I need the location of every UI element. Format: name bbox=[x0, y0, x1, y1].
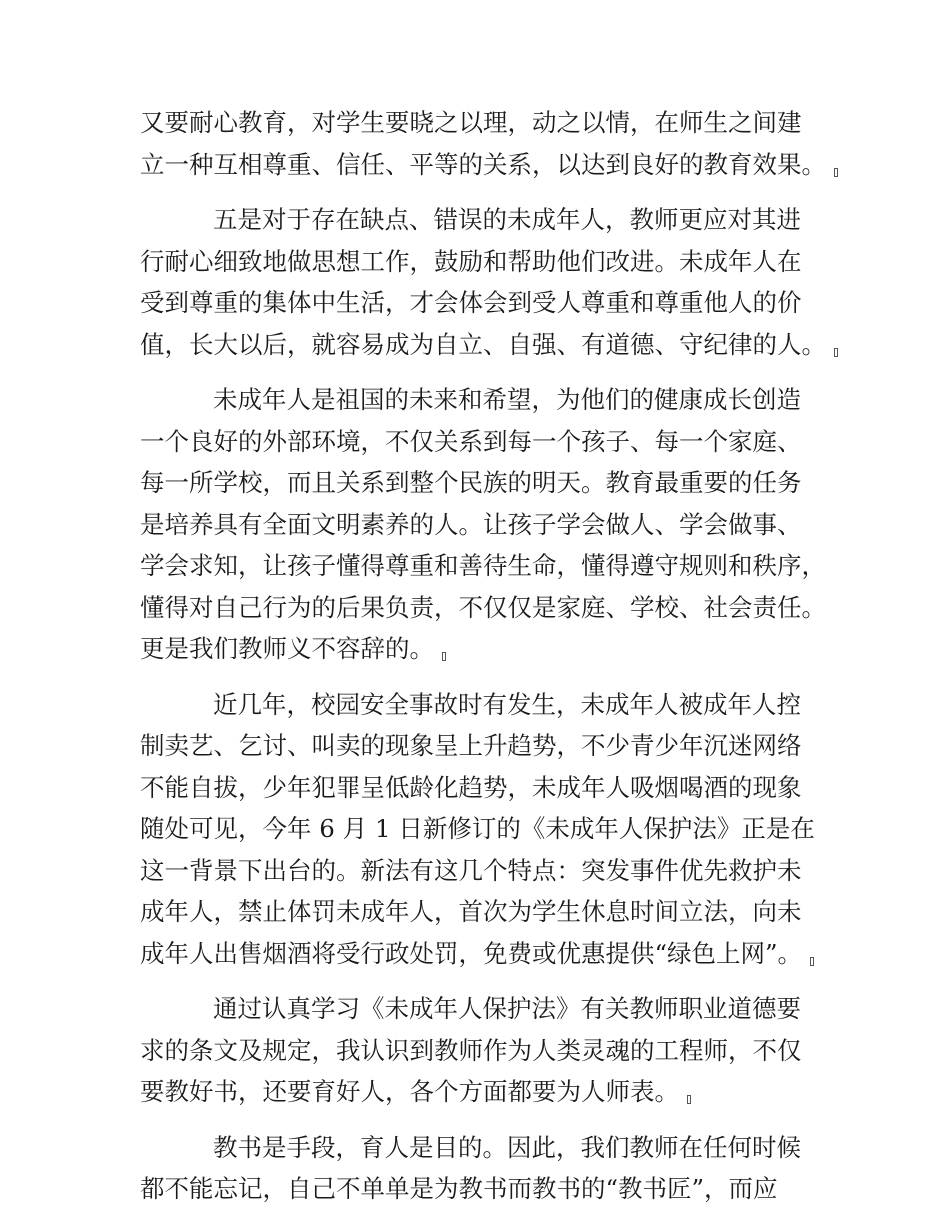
text-line: 未成年人是祖国的未来和希望，为他们的健康成长创造 bbox=[213, 385, 801, 414]
paragraph-mark-icon bbox=[810, 957, 814, 966]
text-line bbox=[140, 933, 840, 975]
text-line: 五是对于存在缺点、错误的未成年人，教师更应对其进 bbox=[213, 205, 801, 234]
paragraph-mark-icon bbox=[687, 1095, 691, 1104]
paragraph-5 bbox=[140, 988, 840, 1113]
text-line bbox=[140, 1071, 840, 1113]
paragraph-6 bbox=[140, 1127, 840, 1210]
paragraph-2 bbox=[140, 199, 840, 365]
text-line: 这一背景下出台的。新法有这几个特点：突发事件优先救护未 bbox=[140, 855, 802, 885]
text-line: 行耐心细致地做思想工作，鼓励和帮助他们改进。未成年人在 bbox=[140, 246, 802, 276]
text-line: 一个良好的外部环境，不仅关系到每一个孩子、每一个家庭、 bbox=[140, 426, 802, 456]
text-line bbox=[140, 628, 840, 670]
text-line: 每一所学校，而且关系到整个民族的明天。教育最重要的任务 bbox=[140, 468, 802, 497]
text-line: 是培养具有全面文明素养的人。让孩子学会做人、学会做事、 bbox=[140, 509, 802, 539]
text-line: 求的条文及规定，我认识到教师作为人类灵魂的工程师，不仅 bbox=[140, 1035, 802, 1065]
text-line: 成年人，禁止体罚未成年人，首次为学生休息时间立法，向未 bbox=[140, 897, 802, 926]
paragraph-1 bbox=[140, 102, 840, 185]
text-line-content: 成年人出售烟酒将受行政处罚，免费或优惠提供“绿色上网”。 bbox=[140, 938, 803, 968]
text-line: 制卖艺、乞讨、叫卖的现象呈上升趋势，不少青少年沉迷网络 bbox=[140, 731, 802, 760]
text-line: 都不能忘记，自己不单单是为教书而教书的“教书匠”，而应 bbox=[140, 1174, 778, 1203]
text-line: 又要耐心教育，对学生要晓之以理，动之以情，在师生之间建 bbox=[140, 108, 802, 137]
document-body bbox=[140, 102, 840, 1224]
paragraph-3 bbox=[140, 379, 840, 670]
text-line: 通过认真学习《未成年人保护法》有关教师职业道德要 bbox=[213, 994, 801, 1023]
text-line: 教书是手段，育人是目的。因此，我们教师在任何时候 bbox=[213, 1132, 801, 1162]
text-line bbox=[140, 324, 840, 366]
text-line: 不能自拔，少年犯罪呈低龄化趋势，未成年人吸烟喝酒的现象 bbox=[140, 772, 802, 802]
paragraph-mark-icon bbox=[834, 168, 838, 177]
text-line: 学会求知，让孩子懂得尊重和善待生命，懂得遵守规则和秩序， bbox=[140, 551, 826, 580]
text-line-content: 要教好书，还要育好人，各个方面都要为人师表。 bbox=[140, 1077, 679, 1106]
paragraph-mark-icon bbox=[442, 652, 446, 661]
paragraph-mark-icon bbox=[834, 348, 838, 357]
text-line: 随处可见，今年 6 月 1 日新修订的《未成年人保护法》正是在 bbox=[140, 814, 815, 843]
text-line bbox=[140, 144, 840, 186]
paragraph-4 bbox=[140, 684, 840, 975]
text-line-content: 立一种互相尊重、信任、平等的关系，以达到良好的教育效果。 bbox=[140, 149, 826, 179]
text-line: 懂得对自己行为的后果负责，不仅仅是家庭、学校、社会责任。 bbox=[140, 592, 826, 622]
text-line-content: 更是我们教师义不容辞的。 bbox=[140, 634, 434, 663]
text-line: 近几年，校园安全事故时有发生，未成年人被成年人控 bbox=[213, 689, 801, 719]
text-line: 受到尊重的集体中生活，才会体会到受人尊重和尊重他人的价 bbox=[140, 288, 802, 317]
text-line-content: 值，长大以后，就容易成为自立、自强、有道德、守纪律的人。 bbox=[140, 329, 826, 359]
